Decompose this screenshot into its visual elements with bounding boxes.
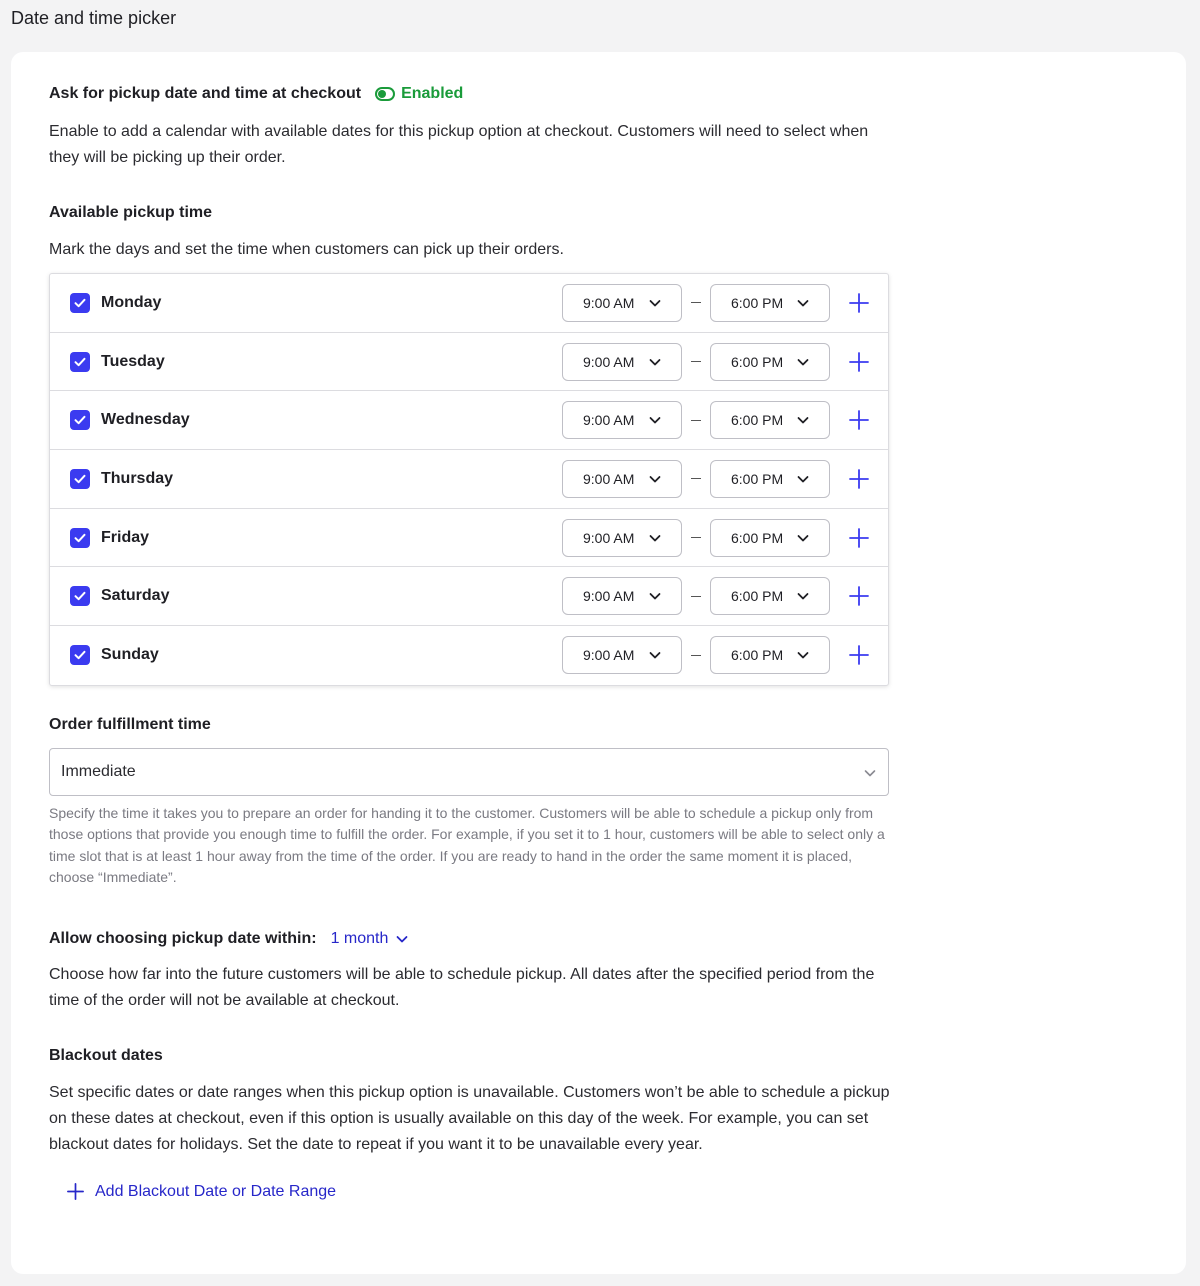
day-checkbox[interactable]: [70, 293, 90, 313]
day-row: [50, 450, 888, 509]
start-time-value: 9:00 AM: [583, 529, 635, 546]
start-time-select[interactable]: [562, 519, 682, 557]
checkmark-icon: [73, 355, 87, 369]
end-time-value: 6:00 PM: [731, 588, 784, 605]
day-checkbox[interactable]: [70, 410, 90, 430]
toggle-status-label[interactable]: Enabled: [401, 85, 464, 102]
day-row: [50, 626, 888, 685]
add-time-slot-plus-icon[interactable]: [849, 352, 869, 372]
end-time-select[interactable]: [710, 636, 830, 674]
checkout-description: Enable to add a calendar with available dates for this pickup option at checkout. Customers will need to select when they will be picking up their order.: [49, 123, 869, 166]
day-label: Wednesday: [101, 411, 190, 429]
chevron-down-icon: [649, 356, 661, 368]
chevron-down-icon: [797, 649, 809, 661]
chevron-down-icon: [864, 767, 876, 779]
start-time-value: 9:00 AM: [583, 647, 635, 664]
chevron-down-icon: [797, 473, 809, 485]
day-row: [50, 391, 888, 450]
end-time-select[interactable]: [710, 401, 830, 439]
start-time-select[interactable]: [562, 284, 682, 322]
start-time-select[interactable]: [562, 401, 682, 439]
day-label: Saturday: [101, 587, 170, 605]
add-time-slot-plus-icon[interactable]: [849, 586, 869, 606]
settings-card: [11, 52, 1186, 1274]
checkmark-icon: [73, 531, 87, 545]
blackout-heading: Blackout dates: [49, 1047, 163, 1064]
checkmark-icon: [73, 296, 87, 310]
start-time-select[interactable]: [562, 343, 682, 381]
end-time-value: 6:00 PM: [731, 470, 784, 487]
range-separator: [691, 361, 701, 362]
fulfillment-selected-value: Immediate: [61, 763, 136, 780]
range-separator: [691, 537, 701, 538]
fulfillment-hint: Specify the time it takes you to prepare an order for handing it to the customer. Customers will be able to schedule a pickup only from those options that provide you enough time to fulfill the order. For example, if you set it to 1 hour, customers will be able to select only a time slot that is at least 1 hour away from the time of the order. If you are ready to hand in the order the same moment it is placed, choose “Immediate”.: [49, 805, 885, 885]
checkmark-icon: [73, 413, 87, 427]
pickup-time-heading: Available pickup time: [49, 204, 213, 221]
end-time-value: 6:00 PM: [731, 529, 784, 546]
checkout-toggle-row: [49, 85, 463, 103]
end-time-select[interactable]: [710, 577, 830, 615]
range-separator: [691, 655, 701, 656]
chevron-down-icon: [797, 356, 809, 368]
day-row: [50, 333, 888, 392]
end-time-select[interactable]: [710, 519, 830, 557]
range-separator: [691, 596, 701, 597]
end-time-value: 6:00 PM: [731, 294, 784, 311]
pickup-window-row: [49, 930, 408, 948]
chevron-down-icon: [797, 532, 809, 544]
day-checkbox[interactable]: [70, 352, 90, 372]
day-row: [50, 274, 888, 333]
checkmark-icon: [73, 472, 87, 486]
end-time-select[interactable]: [710, 460, 830, 498]
checkmark-icon: [73, 648, 87, 662]
end-time-select[interactable]: [710, 343, 830, 381]
chevron-down-icon: [649, 297, 661, 309]
start-time-value: 9:00 AM: [583, 588, 635, 605]
pickup-time-description: Mark the days and set the time when customers can pick up their orders.: [49, 241, 564, 258]
day-checkbox[interactable]: [70, 528, 90, 548]
end-time-value: 6:00 PM: [731, 412, 784, 429]
add-blackout-date-button[interactable]: [66, 1182, 336, 1201]
day-label: Monday: [101, 293, 162, 311]
day-label: Friday: [101, 528, 150, 546]
pickup-days-table: [49, 273, 889, 686]
day-label: Thursday: [101, 469, 174, 487]
pickup-window-heading: Allow choosing pickup date within:: [49, 930, 317, 947]
chevron-down-icon: [649, 649, 661, 661]
fulfillment-heading: Order fulfillment time: [49, 716, 211, 733]
pickup-window-value: 1 month: [330, 930, 389, 947]
day-checkbox[interactable]: [70, 586, 90, 606]
chevron-down-icon: [649, 532, 661, 544]
fulfillment-time-select[interactable]: [49, 748, 889, 796]
range-separator: [691, 302, 701, 303]
day-row: [50, 509, 888, 568]
chevron-down-icon: [649, 414, 661, 426]
chevron-down-icon: [649, 473, 661, 485]
day-row: [50, 567, 888, 626]
chevron-down-icon: [396, 933, 408, 945]
blackout-description: Set specific dates or date ranges when this pickup option is unavailable. Customers won’t be able to schedule a pickup on these dates at checkout, even if this option is usually available on this day of the week. For example, you can set blackout dates for holidays. Set the date to repeat if you want it to be unavailable every year.: [49, 1084, 890, 1153]
add-time-slot-plus-icon[interactable]: [849, 410, 869, 430]
plus-icon: [66, 1182, 85, 1201]
add-blackout-label: Add Blackout Date or Date Range: [95, 1182, 337, 1200]
start-time-value: 9:00 AM: [583, 294, 635, 311]
chevron-down-icon: [797, 414, 809, 426]
range-separator: [691, 478, 701, 479]
add-time-slot-plus-icon[interactable]: [849, 293, 869, 313]
pickup-window-select[interactable]: [331, 930, 409, 948]
page-title: Date and time picker: [11, 8, 177, 28]
checkmark-icon: [73, 589, 87, 603]
end-time-value: 6:00 PM: [731, 353, 784, 370]
start-time-select[interactable]: [562, 577, 682, 615]
pickup-window-description: Choose how far into the future customers will be able to schedule pickup. All dates after the specified period from the time of the order will not be available at checkout.: [49, 966, 875, 1009]
start-time-value: 9:00 AM: [583, 412, 635, 429]
chevron-down-icon: [649, 590, 661, 602]
end-time-select[interactable]: [710, 284, 830, 322]
day-checkbox[interactable]: [70, 645, 90, 665]
toggle-on-icon[interactable]: [375, 87, 395, 101]
range-separator: [691, 420, 701, 421]
day-checkbox[interactable]: [70, 469, 90, 489]
add-time-slot-plus-icon[interactable]: [849, 469, 869, 489]
chevron-down-icon: [797, 590, 809, 602]
add-time-slot-plus-icon[interactable]: [849, 645, 869, 665]
chevron-down-icon: [797, 297, 809, 309]
checkout-heading: Ask for pickup date and time at checkout: [49, 85, 362, 102]
end-time-value: 6:00 PM: [731, 647, 784, 664]
start-time-value: 9:00 AM: [583, 353, 635, 370]
start-time-value: 9:00 AM: [583, 470, 635, 487]
day-label: Sunday: [101, 646, 159, 664]
start-time-select[interactable]: [562, 460, 682, 498]
day-label: Tuesday: [101, 352, 165, 370]
add-time-slot-plus-icon[interactable]: [849, 528, 869, 548]
start-time-select[interactable]: [562, 636, 682, 674]
